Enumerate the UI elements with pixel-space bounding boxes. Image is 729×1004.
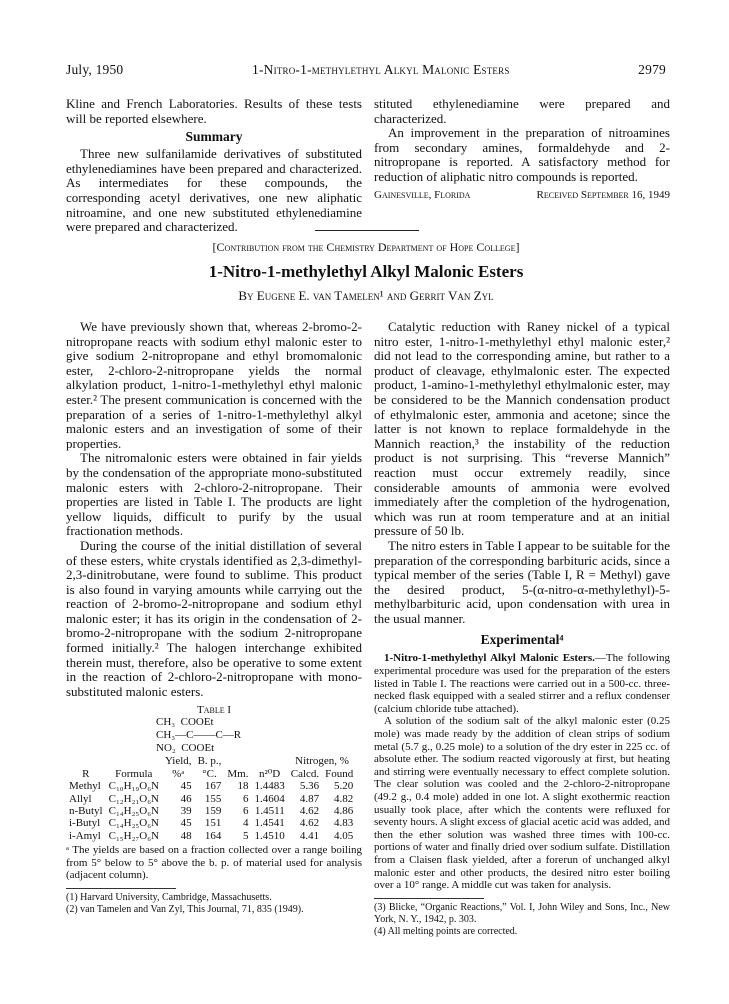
th: R <box>82 767 90 780</box>
section-divider <box>315 230 419 231</box>
table-cell: C₁₂H₂₁O₆N <box>108 792 159 805</box>
table-cell: 6 <box>243 792 249 805</box>
experimental-text-1: —The following experimental procedure was used for the preparation of the esters listed in Table I. The reactions were carried out in a 500-cc. three-necked flask equipped with a sealed stirrer and a reflux condenser (calcium chloride tube attached). <box>374 652 670 715</box>
th: %ᵃ <box>172 767 185 780</box>
body-paragraph-4: Catalytic reduction with Raney nickel of a typical nitro ester, 1-nitro-1-methylethyl ethyl malonic ester,² did not lead to the corresponding amine, but rather to a product of cleavage, ethylmalonic ester. The expected product, 1-amino-1-methylethyl ethylmalonic ester, may be considered to be the Mannich condensation product of ethylmalonic ester, ammonia and acetone; since the latter is not known to replace formaldehyde in the Mannich reaction,³ the instability of the reduction product is not surprising. This “reverse Mannich” reaction must occur extremely readily, since considerable amounts of ammonia were evolved immediately after the completion of the hydrogenation, which was run at room temperature and at an initial pressure of 50 lb. <box>374 319 670 539</box>
page-number: 2979 <box>638 62 666 77</box>
summary-paragraph-1: Three new sulfanilamide derivatives of substituted ethylenediamines have been prepared and characterized. As intermediates for these compounds, the corresponding acetyl derivatives, one new aliphatic nitroamine, and one new substituted ethylenediamine were prepared and characterized. <box>66 146 362 235</box>
table-cell: Allyl <box>69 792 92 805</box>
th: Calcd. <box>290 767 320 780</box>
table-cell: 5.20 <box>334 780 354 793</box>
table-cell: 39 <box>180 805 192 818</box>
th-top: Yield, <box>164 755 192 768</box>
table-cell: 4.87 <box>299 792 320 805</box>
summary-heading: Summary <box>185 129 243 145</box>
location: Gainesville, Florida <box>374 188 471 201</box>
th-top <box>224 755 251 767</box>
formula-line-2: CH₃—C——C—R <box>156 729 242 742</box>
table-cell: 4.05 <box>334 829 354 842</box>
experimental-paragraph-1 <box>374 652 670 715</box>
experimental-heading: Experimental⁴ <box>480 632 564 648</box>
th: n²⁰D <box>259 767 281 780</box>
issue-date: July, 1950 <box>66 62 124 77</box>
table-cell: 1.4511 <box>254 805 285 818</box>
running-title: 1-Nitro-1-methylethyl Alkyl Malonic Esters <box>252 62 510 77</box>
prev-article-right: stituted ethylenediamine were prepared and characterized. An improvement in the preparation of nitroamines from secondary amines, formaldehyde and 2-nitropropane is reported. A satisfactory method for reduction of aliphatic nitro compounds is reported. Gainesville, Florida Received September 16, 1949 <box>374 96 670 201</box>
table-cell: 1.4541 <box>254 817 285 830</box>
footnote-rule-right <box>374 898 484 899</box>
article-left-column <box>66 320 362 916</box>
structure-formula <box>156 716 362 755</box>
footnote-3: (3) Blicke, “Organic Reactions,” Vol. I, John Wiley and Sons, Inc., New York, N. Y., 1942, p. 303. <box>374 901 670 925</box>
prev-article-intro: Kline and French Laboratories. Results of these tests will be reported elsewhere. <box>66 96 362 126</box>
table-cell: 1.4604 <box>254 792 285 805</box>
data-table <box>66 755 356 842</box>
table-cell: Methyl <box>69 780 101 793</box>
table-cell: 4.41 <box>299 829 320 842</box>
body-paragraph-1: We have previously shown that, whereas 2-bromo-2-nitropropane reacts with sodium ethyl malonic ester to give sodium 2-nitropropane and ethyl bromomalonic ester, 2-chloro-2-nitropropane yields the normal alkylation product, 1-nitro-1-methylethyl ethyl malonic ester.² The present communication is concerned with the preparation of a series of 1-nitro-1-methylethyl alkyl malonic esters and an investigation of some of their properties. <box>66 319 362 451</box>
table-cell: 46 <box>180 792 192 805</box>
running-header <box>66 62 666 78</box>
body-paragraph-3: During the course of the initial distillation of several of these esters, white crystals identified as 2,3-dimethyl-2,3-dinitrobutane, were found to sublime. This product is also found in varying amounts while carrying out the reaction of 2-bromo-2-nitropropane and sodium ethyl malonic ester; it has its origin in the condensation of 2-bromo-2-nitropropane with the sodium 2-nitropropane formed initially.² The halogen interchange exhibited therein must, therefore, also be operative to some extent in the reaction of 2-chloro-2-nitropropane with mono-substituted malonic esters. <box>66 537 362 699</box>
table-row <box>66 830 356 842</box>
table-cell: i-Butyl <box>69 817 101 830</box>
table-cell: 159 <box>204 805 222 818</box>
th-top: B. p., <box>197 755 222 768</box>
th: °C. <box>202 767 217 780</box>
table-cell: 48 <box>180 829 192 842</box>
th-top <box>106 755 162 767</box>
th: Formula <box>115 767 153 780</box>
table-cell: C₁₅H₂₇O₆N <box>108 829 159 842</box>
th-top <box>66 755 106 767</box>
table-footnote: ᵃ The yields are based on a fraction collected over a range boiling from 5° below to 5° above the b. p. of material used for analysis (adjacent column). <box>66 844 362 882</box>
article-title: 1-Nitro-1-methylethyl Alkyl Malonic Esters <box>208 262 524 281</box>
table-cell: 4.82 <box>334 792 354 805</box>
th: Found <box>325 767 354 780</box>
byline: By Eugene E. van Tamelen¹ and Gerrit Van Zyl <box>238 288 494 303</box>
table-row <box>66 793 356 805</box>
table-row <box>66 805 356 817</box>
footnote-rule <box>66 888 176 889</box>
experimental-lead: 1-Nitro-1-methylethyl Alkyl Malonic Esters. <box>384 652 595 665</box>
table-cell: 4.62 <box>299 805 320 818</box>
table-header <box>66 768 356 780</box>
th-top <box>252 755 288 767</box>
table-cell: 4.86 <box>334 805 354 818</box>
article-right-column <box>374 320 670 938</box>
table-cell: 4 <box>243 817 249 830</box>
table-cell: 155 <box>204 792 222 805</box>
table-row <box>66 780 356 792</box>
th: Mm. <box>227 767 249 780</box>
received-line <box>374 189 670 201</box>
table-cell: 18 <box>237 780 249 793</box>
table-cell: 4.62 <box>299 817 320 830</box>
table-cell: C₁₀H₁₉O₆N <box>108 780 159 793</box>
received-date: Received September 16, 1949 <box>536 188 670 201</box>
table-cell: 45 <box>180 780 192 793</box>
formula-line-1: CH₃ COOEt <box>156 716 214 729</box>
contribution-line: [Contribution from the Chemistry Department of Hope College] <box>212 240 520 254</box>
body-paragraph-5: The nitro esters in Table I appear to be suitable for the preparation of the corresponding barbituric acids, since a typical member of the series (Table I, R = Methyl) gave the desired product, 5-(α-nitro-α-methylethyl)-5-methylbarbituric acid, upon condensation with urea in the usual manner. <box>374 537 670 626</box>
table-cell: C₁₄H₂₅O₆N <box>108 817 159 830</box>
footnote-4: (4) All melting points are corrected. <box>374 925 518 937</box>
table-cell: C₁₄H₂₅O₆N <box>108 805 159 818</box>
table-caption: Table I <box>196 704 232 717</box>
summary-paragraph-2: An improvement in the preparation of nitroamines from secondary amines, formaldehyde and 2-nitropropane is reported. A satisfactory method for reduction of aliphatic nitro compounds is reported. <box>374 125 670 184</box>
table-cell: 45 <box>180 817 192 830</box>
table-header-top <box>66 755 356 767</box>
table-cell: i-Amyl <box>69 829 101 842</box>
prev-article-left <box>66 96 362 235</box>
table-cell: n-Butyl <box>69 805 103 818</box>
table-cell: 6 <box>243 805 249 818</box>
footnote-2: (2) van Tamelen and Van Zyl, This Journal, 71, 835 (1949). <box>66 904 304 916</box>
table-cell: 164 <box>204 829 222 842</box>
table-cell: 151 <box>204 817 222 830</box>
footnote-1: (1) Harvard University, Cambridge, Massachusetts. <box>66 892 272 904</box>
table-cell: 1.4483 <box>254 780 285 793</box>
table-cell: 1.4510 <box>254 829 285 842</box>
table-cell: 5.36 <box>299 780 320 793</box>
experimental-paragraph-2: A solution of the sodium salt of the alkyl malonic ester (0.25 mole) was made ready by the addition of clean strips of sodium metal (5.7 g., 0.25 mole) to a solution of the dry ester in 225 cc. of absolute ether. The sodium reacted vigorously at first, but heating and stirring were eventually necessary to effect complete solution. The clear solution was cooled and the 2-chloro-2-nitropropane (49.2 g., 0.4 mole) added in one lot. A slight exothermic reaction usually took place, after which the contents were refluxed for seventy hours. A slight excess of glacial acetic acid was added, and then the ether solution was washed three times with 100-cc. portions of water and finally dried over sodium sulfate. Distillation from a Claisen flask yielded, after a forerun of unchanged alkyl malonic ester and other products, the desired nitro ester boiling over a 10° range. A middle cut was taken for analysis. <box>374 715 670 892</box>
table-cell: 5 <box>243 829 249 842</box>
table-cell: 167 <box>204 780 222 793</box>
table-cell: 4.83 <box>334 817 354 830</box>
body-paragraph-2: The nitromalonic esters were obtained in fair yields by the condensation of the appropriate mono-substituted malonic esters with 2-chloro-2-nitropropane. Their properties are listed in Table I. The products are light yellow liquids, difficult to purify by the usual fractionation methods. <box>66 450 362 539</box>
table-row <box>66 817 356 829</box>
formula-line-3: NO₂ COOEt <box>156 742 215 755</box>
th-top: Nitrogen, % <box>295 755 349 768</box>
